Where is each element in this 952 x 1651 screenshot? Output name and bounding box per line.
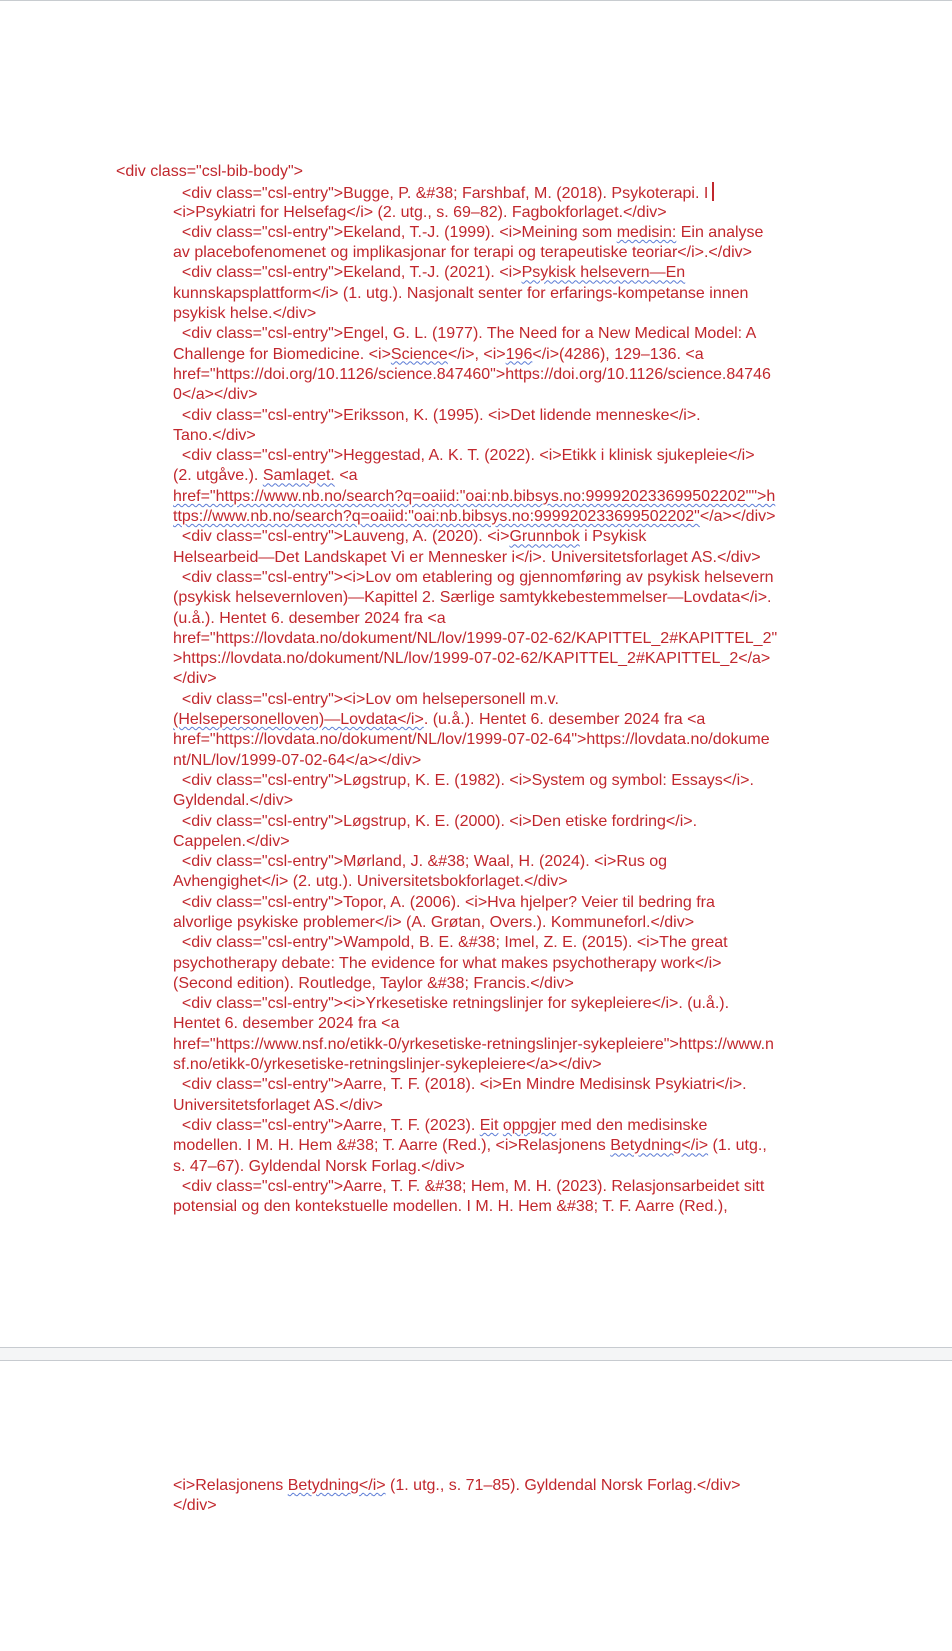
page-break xyxy=(0,1347,952,1361)
text-line[interactable] xyxy=(116,954,722,974)
text-run: (u.å.). Hentet 6. desember 2024 fra <a xyxy=(173,609,446,627)
text-run: kunnskapsplattform</i> (1. utg.). Nasjonalt senter for erfarings-kompetanse innen xyxy=(173,284,749,302)
text-line[interactable] xyxy=(116,1116,708,1136)
text-line[interactable] xyxy=(116,243,753,263)
text-line[interactable] xyxy=(116,913,695,933)
text-line[interactable] xyxy=(116,324,757,344)
text-line[interactable] xyxy=(116,263,686,283)
spellcheck-underline: (Helsepersonelloven)—Lovdata</i> xyxy=(173,711,424,729)
text-line[interactable] xyxy=(116,1035,774,1055)
ruler-edge xyxy=(0,0,952,1)
text-run: av placebofenomenet og implikasjonar for terapi og terapeutiske teoriar</i>.</div> xyxy=(173,244,753,262)
text-run: href="https://doi.org/10.1126/science.847460">https://doi.org/10.1126/science.84746 xyxy=(173,365,771,383)
text-line[interactable] xyxy=(116,182,709,203)
text-run: <div class="csl-entry">Topor, A. (2006). <i>Hva hjelper? Veier til bedring fra xyxy=(173,893,715,911)
text-run: . (u.å.). Hentet 6. desember 2024 fra <a xyxy=(423,711,706,729)
text-run: nt/NL/lov/1999-07-02-64</a></div> xyxy=(173,751,422,769)
text-run: <div class="csl-entry">Wampold, B. E. &#38; Imel, Z. E. (2015). <i>The great xyxy=(173,934,728,952)
text-run: href="https://www.nsf.no/etikk-0/yrkesetiske-retningslinjer-sykepleiere">https://www.n xyxy=(173,1035,774,1053)
text-line[interactable] xyxy=(116,1197,728,1217)
text-run: <div class="csl-entry">Eriksson, K. (1995). <i>Det lidende menneske</i>. xyxy=(173,406,701,424)
text-run: <div class="csl-entry"><i>Yrkesetiske retningslinjer for sykepleiere</i>. (u.å.). xyxy=(173,995,730,1013)
text-run: </i>, <i> xyxy=(447,345,506,363)
page-2-text[interactable] xyxy=(173,1476,740,1517)
text-run: modellen. I M. H. Hem &#38; T. Aarre (Red.), <i>Relasjonens xyxy=(173,1137,611,1155)
text-line[interactable] xyxy=(116,649,771,669)
spellcheck-underline: href="https://www.nb.no/search?q=oaiid:"oai:nb.bibsys.no:999920233699502202"">h xyxy=(173,487,776,505)
text-run: Gyldendal.</div> xyxy=(173,792,294,810)
text-run: <div class="csl-entry">Ekeland, T.-J. (1999). <i>Meining som xyxy=(173,223,617,241)
text-run: <div class="csl-entry">Aarre, T. F. &#38; Hem, M. H. (2023). Relasjonsarbeidet sitt xyxy=(173,1177,765,1195)
spellcheck-underline: oppgjer xyxy=(502,1116,557,1134)
text-run: <div class="csl-entry">Løgstrup, K. E. (2000). <i>Den etiske fordring</i>. xyxy=(173,812,698,830)
text-run: Tano.</div> xyxy=(173,426,256,444)
text-line[interactable] xyxy=(116,1075,747,1095)
text-run: href="https://lovdata.no/dokument/NL/lov/1999-07-02-62/KAPITTEL_2#KAPITTEL_2" xyxy=(173,629,778,647)
text-run: <div class="csl-entry">Mørland, J. &#38; Waal, H. (2024). <i>Rus og xyxy=(173,853,668,871)
text-line[interactable] xyxy=(116,345,704,365)
text-run: <div class="csl-entry"><i>Lov om helsepersonell m.v. xyxy=(173,690,559,708)
text-run: <div class="csl-entry">Løgstrup, K. E. (1982). <i>System og symbol: Essays</i>. xyxy=(173,771,754,789)
text-run: (2. utgåve.). xyxy=(173,467,263,485)
text-run: <div class="csl-entry">Heggestad, A. K. T. (2022). <i>Etikk i klinisk sjukepleie</i> xyxy=(173,447,755,465)
text-line[interactable] xyxy=(116,832,290,852)
text-run: s. 47–67). Gyldendal Norsk Forlag.</div> xyxy=(173,1157,465,1175)
text-line[interactable] xyxy=(116,223,764,243)
text-line[interactable] xyxy=(116,994,730,1014)
spellcheck-underline: medisin: xyxy=(616,223,677,241)
text-line[interactable] xyxy=(116,548,761,568)
text-run: </a></div> xyxy=(699,508,776,526)
spellcheck-underline: Psykisk helsevern—En xyxy=(521,264,686,282)
text-line[interactable] xyxy=(116,791,294,811)
text-line[interactable] xyxy=(173,1476,740,1496)
text-run: Universitetsforlaget AS.</div> xyxy=(173,1096,383,1114)
text-run: </div> xyxy=(173,1497,217,1515)
text-line[interactable] xyxy=(116,588,772,608)
text-run: <div class="csl-entry">Lauveng, A. (2020). <i> xyxy=(173,528,510,546)
text-run: (1. utg., xyxy=(708,1137,767,1155)
text-run: <div class="csl-entry">Aarre, T. F. (2018). <i>En Mindre Medisinsk Psykiatri</i>. xyxy=(173,1076,747,1094)
text-line[interactable] xyxy=(116,1096,383,1116)
text-line[interactable] xyxy=(116,304,317,324)
text-line[interactable] xyxy=(116,466,358,486)
text-line[interactable] xyxy=(116,669,217,689)
text-run: (1. utg., s. 71–85). Gyldendal Norsk Forlag.</div> xyxy=(385,1477,741,1494)
spellcheck-underline: Eit xyxy=(479,1116,499,1134)
text-run: <div class="csl-entry">Ekeland, T.-J. (2021). <i> xyxy=(173,264,522,282)
text-run: <div class="csl-entry">Engel, G. L. (1977). The Need for a New Medical Model: A xyxy=(173,325,757,343)
text-run: Challenge for Biomedicine. <i> xyxy=(173,345,391,363)
text-line[interactable] xyxy=(116,568,774,588)
text-line[interactable] xyxy=(116,933,728,953)
text-line[interactable] xyxy=(116,1177,765,1197)
text-run: alvorlige psykiske problemer</i> (A. Grøtan, Overs.). Kommuneforl.</div> xyxy=(173,913,695,931)
text-run: Avhengighet</i> (2. utg.). Universitetsbokforlaget.</div> xyxy=(173,873,568,891)
text-line[interactable] xyxy=(116,730,770,750)
text-line[interactable] xyxy=(173,1496,740,1516)
text-run: </div> xyxy=(173,670,217,688)
spellcheck-underline: Betydning</i> xyxy=(287,1477,386,1494)
text-cursor xyxy=(712,182,714,201)
text-line[interactable] xyxy=(116,1136,767,1156)
spellcheck-underline: 196 xyxy=(505,345,533,363)
text-run: <div class="csl-entry">Bugge, P. &#38; Farshbaf, M. (2018). Psykoterapi. I xyxy=(173,185,709,203)
text-line[interactable] xyxy=(116,284,749,304)
text-run: sf.no/etikk-0/yrkesetiske-retningslinjer-sykepleiere</a></div> xyxy=(173,1056,602,1074)
text-line[interactable] xyxy=(116,872,568,892)
text-line[interactable] xyxy=(116,710,706,730)
text-line[interactable] xyxy=(116,1157,465,1177)
text-line[interactable] xyxy=(116,487,776,507)
text-line[interactable] xyxy=(116,1014,400,1034)
text-run: href="https://lovdata.no/dokument/NL/lov/1999-07-02-64">https://lovdata.no/dokume xyxy=(173,731,770,749)
spellcheck-underline: Science xyxy=(390,345,448,363)
text-run: (psykisk helsevernloven)—Kapittel 2. Særlige samtykkebestemmelser—Lovdata</i>. xyxy=(173,589,772,607)
text-run: Ein analyse xyxy=(676,223,764,241)
text-line[interactable] xyxy=(116,385,258,405)
text-run: </i>(4286), 129–136. <a xyxy=(532,345,704,363)
text-run: Hentet 6. desember 2024 fra <a xyxy=(173,1015,400,1033)
text-run: (Second edition). Routledge, Taylor &#38; Francis.</div> xyxy=(173,974,574,992)
text-line[interactable] xyxy=(116,690,559,710)
text-run: <i>Psykiatri for Helsefag</i> (2. utg., s. 69–82). Fagbokforlaget.</div> xyxy=(173,203,667,221)
text-run: >https://lovdata.no/dokument/NL/lov/1999-07-02-62/KAPITTEL_2#KAPITTEL_2</a> xyxy=(173,650,771,668)
text-run: med den medisinske xyxy=(556,1116,708,1134)
text-line[interactable] xyxy=(116,406,701,426)
spellcheck-underline: Grunnbok xyxy=(509,528,580,546)
text-line[interactable] xyxy=(116,507,776,527)
text-line[interactable] xyxy=(116,893,715,913)
text-run: <a xyxy=(334,467,358,485)
text-line[interactable] xyxy=(116,852,668,872)
text-line[interactable] xyxy=(116,527,647,547)
text-run: psykisk helse.</div> xyxy=(173,305,317,323)
text-line[interactable] xyxy=(116,812,698,832)
text-line[interactable] xyxy=(116,203,667,223)
text-run: <div class="csl-bib-body"> xyxy=(116,163,303,180)
spellcheck-underline: Betydning</i> xyxy=(610,1137,709,1155)
text-run: psychotherapy debate: The evidence for what makes psychotherapy work</i> xyxy=(173,954,722,972)
text-line[interactable] xyxy=(116,751,422,771)
text-line[interactable] xyxy=(116,771,754,791)
text-line[interactable] xyxy=(116,446,755,466)
spellcheck-underline: Samlaget. xyxy=(262,467,335,485)
text-run: <div class="csl-entry">Aarre, T. F. (2023). xyxy=(173,1116,480,1134)
text-line[interactable] xyxy=(116,365,771,385)
text-run: i Psykisk xyxy=(579,528,647,546)
text-run: <i>Relasjonens xyxy=(173,1477,288,1494)
text-line[interactable] xyxy=(116,1055,602,1075)
text-line[interactable] xyxy=(116,426,256,446)
text-run: potensial og den kontekstuelle modellen. I M. H. Hem &#38; T. F. Aarre (Red.), xyxy=(173,1198,728,1216)
spellcheck-underline: ttps://www.nb.no/search?q=oaiid:"oai:nb.bibsys.no:999920233699502202" xyxy=(173,508,700,526)
text-run: 0</a></div> xyxy=(173,386,258,404)
text-run: Helsearbeid—Det Landskapet Vi er Mennesker i</i>. Universitetsforlaget AS.</div> xyxy=(173,548,761,566)
text-run: <div class="csl-entry"><i>Lov om etablering og gjennomføring av psykisk helsevern xyxy=(173,568,774,586)
text-line[interactable] xyxy=(116,629,778,649)
text-run: Cappelen.</div> xyxy=(173,832,290,850)
text-line[interactable] xyxy=(116,974,574,994)
text-line[interactable] xyxy=(116,609,446,629)
